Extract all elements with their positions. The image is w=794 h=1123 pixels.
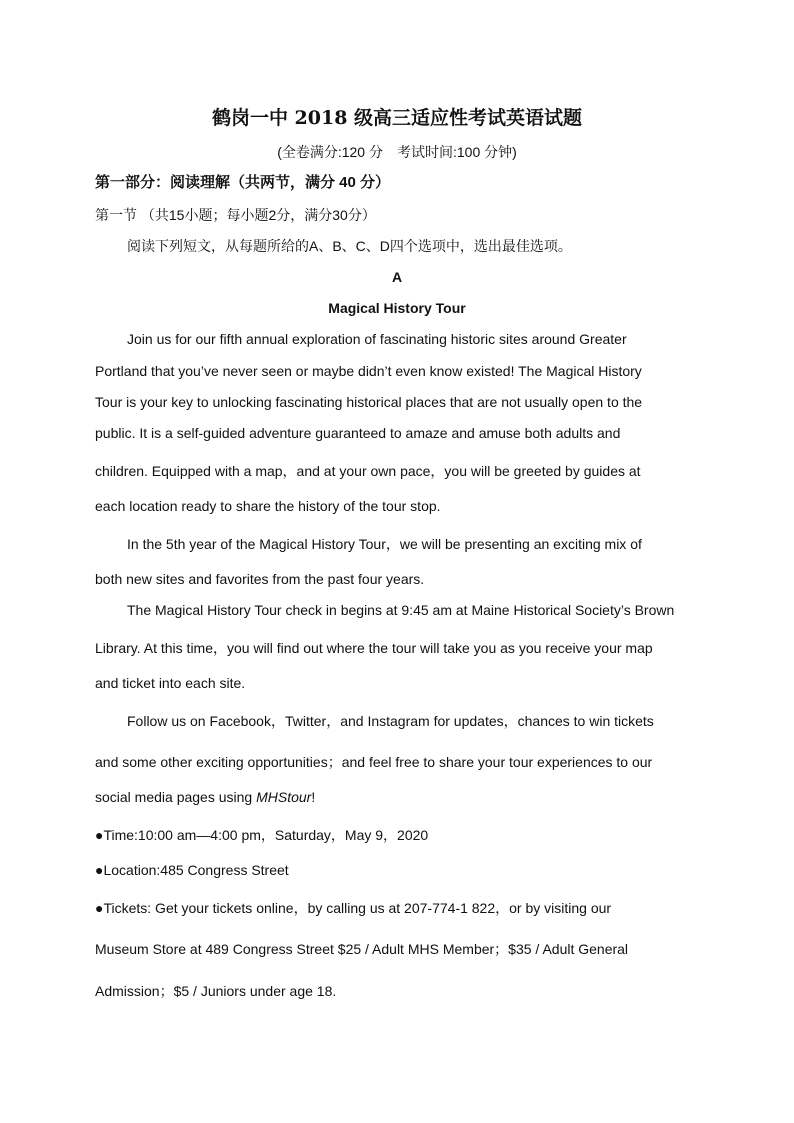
passage-line: children. Equipped with a map，and at your own pace，you will be greeted by guides at: [95, 463, 641, 479]
passage-label: A: [391, 269, 403, 285]
social-line: [95, 787, 315, 807]
tickets-line: ●Tickets: Get your tickets online，by calling us at 207-774-1 822，or by visiting our: [95, 900, 612, 916]
passage-line: Follow us on Facebook，Twitter，and Instagram for updates，chances to win tickets: [127, 713, 654, 729]
passage-line: and some other exciting opportunities；and feel free to share your tour experiences to our: [95, 754, 653, 770]
tickets-line: Museum Store at 489 Congress Street $25 / Adult MHS Member；$35 / Adult General: [95, 941, 629, 957]
social-prefix: social media pages using: [95, 789, 257, 805]
time-item: ●Time:10:00 am—4:00 pm，Saturday，May 9，2020: [95, 827, 429, 843]
hashtag: MHStour: [256, 789, 312, 805]
instruction: 阅读下列短文，从每题所给的A、B、C、D四个选项中，选出最佳选项。: [127, 238, 572, 254]
section-heading: 第一节 （共15小题；每小题2分，满分30分）: [95, 207, 376, 223]
passage-line: each location ready to share the history of the tour stop.: [95, 498, 441, 514]
passage-line: In the 5th year of the Magical History Tour，we will be presenting an exciting mix of: [127, 536, 642, 552]
exam-title: 鹤岗一中 2018 级高三适应性考试英语试题: [211, 107, 583, 129]
passage-title: Magical History Tour: [328, 300, 466, 316]
location-item: ●Location:485 Congress Street: [95, 862, 289, 878]
passage-line: Join us for our fifth annual exploration of fascinating historic sites around Greater: [127, 331, 627, 347]
passage-line: The Magical History Tour check in begins at 9:45 am at Maine Historical Society’s Brown: [127, 602, 675, 618]
passage-line: public. It is a self-guided adventure guaranteed to amaze and amuse both adults and: [95, 425, 621, 441]
passage-line: and ticket into each site.: [95, 675, 246, 691]
tickets-line: Admission；$5 / Juniors under age 18.: [95, 983, 337, 999]
passage-line: Library. At this time，you will find out where the tour will take you as you receive your map: [95, 640, 653, 656]
social-suffix: !: [311, 789, 316, 805]
part-heading: 第一部分：阅读理解（共两节，满分 40 分）: [95, 174, 391, 191]
passage-line: Tour is your key to unlocking fascinating historical places that are not usually open to the: [95, 394, 643, 410]
passage-line: both new sites and favorites from the past four years.: [95, 571, 425, 587]
exam-subtitle: (全卷满分:120 分 考试时间:100 分钟): [277, 144, 517, 160]
passage-line: Portland that you’ve never seen or maybe didn’t even know existed! The Magical History: [95, 363, 642, 379]
